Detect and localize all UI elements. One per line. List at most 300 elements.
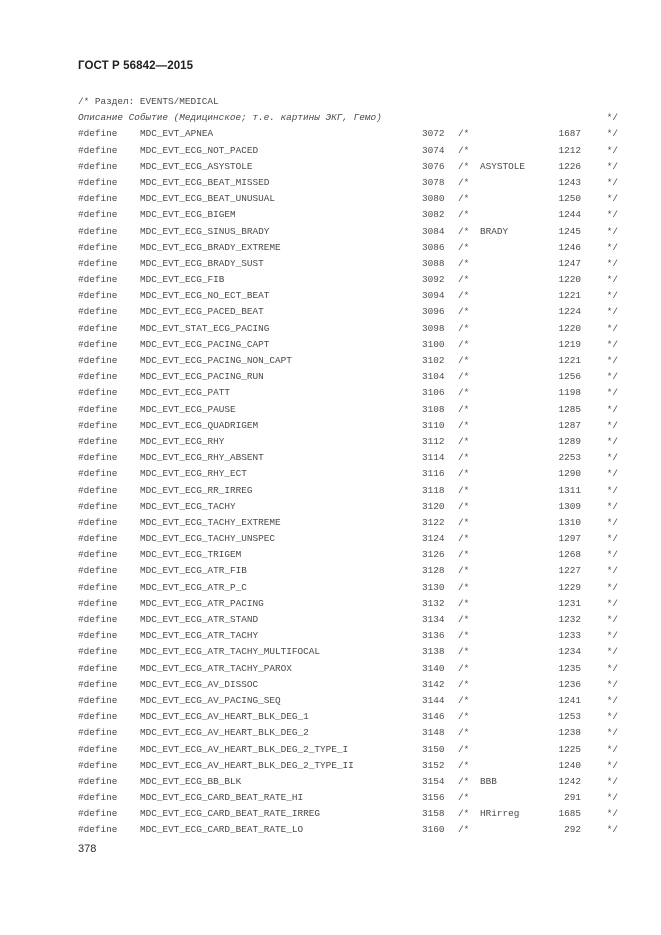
comment-close: */ [606, 646, 618, 658]
define-code: 3118 [422, 484, 445, 496]
comment-open: /* [458, 743, 470, 755]
define-code: 3116 [422, 468, 445, 480]
define-value: 1250 [558, 193, 581, 205]
define-row [78, 580, 618, 596]
comment-open: /* [458, 597, 470, 609]
comment-close: */ [606, 565, 618, 577]
define-row [78, 240, 618, 256]
define-keyword: #define [78, 306, 118, 318]
define-code: 3102 [422, 355, 445, 366]
define-value: 1246 [558, 241, 581, 253]
define-row [78, 515, 618, 531]
define-keyword: #define [78, 452, 118, 464]
define-code: 3108 [422, 403, 445, 415]
define-name: MDC_EVT_ECG_NO_ECT_BEAT [140, 290, 270, 302]
comment-close: */ [606, 403, 618, 415]
define-row [78, 434, 618, 450]
define-name: MDC_EVT_APNEA [140, 128, 214, 140]
define-keyword: #define [78, 225, 118, 237]
define-row [78, 499, 618, 515]
comment-open: /* [458, 468, 470, 480]
define-code: 3098 [422, 322, 445, 334]
define-value: 1229 [558, 581, 581, 593]
define-keyword: #define [78, 193, 118, 205]
define-value: 1235 [558, 662, 581, 674]
define-name: MDC_EVT_ECG_PATT [140, 387, 231, 399]
comment-open: /* [458, 808, 470, 820]
define-keyword: #define [78, 468, 118, 480]
define-value: 1247 [558, 257, 581, 269]
define-code: 3092 [422, 274, 445, 286]
comment-open: /* [458, 759, 470, 771]
define-row [78, 402, 618, 418]
comment-open: /* [458, 630, 470, 642]
define-name: MDC_EVT_ECG_FIB [140, 274, 225, 286]
define-code: 3080 [422, 193, 445, 205]
define-row [78, 126, 618, 142]
comment-open: /* [458, 662, 470, 674]
define-value: 1309 [558, 500, 581, 512]
define-code: 3110 [422, 419, 445, 431]
comment-open: /* [458, 678, 470, 690]
define-name: MDC_EVT_ECG_AV_PACING_SEQ [140, 694, 281, 706]
define-value: 292 [564, 824, 581, 836]
define-name: MDC_EVT_ECG_RHY_ABSENT [140, 452, 264, 464]
define-code: 3114 [422, 452, 445, 464]
define-value: 1290 [558, 468, 581, 480]
comment-close: */ [606, 225, 618, 237]
define-row [78, 288, 618, 304]
comment-close: */ [606, 452, 618, 464]
define-value: 1225 [558, 743, 581, 755]
define-name: MDC_EVT_ECG_TACHY_EXTREME [140, 516, 281, 528]
define-code: 3144 [422, 694, 445, 706]
define-keyword: #define [78, 549, 118, 561]
define-code: 3136 [422, 630, 445, 642]
define-value: 1231 [558, 597, 581, 609]
define-row [78, 547, 618, 563]
comment-close: */ [606, 500, 618, 512]
define-keyword: #define [78, 176, 118, 188]
define-name: MDC_EVT_ECG_ATR_TACHY_MULTIFOCAL [140, 646, 321, 658]
define-keyword: #define [78, 694, 118, 706]
define-value: 1289 [558, 435, 581, 447]
define-value: 1236 [558, 678, 581, 690]
comment-close: */ [606, 209, 618, 221]
comment-open: /* [458, 581, 470, 593]
comment-close: */ [606, 338, 618, 350]
define-code: 3112 [422, 435, 445, 447]
comment-close: */ [606, 597, 618, 609]
comment-close: */ [606, 371, 618, 383]
define-name: MDC_EVT_ECG_CARD_BEAT_RATE_HI [140, 792, 304, 804]
comment-close: */ [606, 128, 618, 140]
define-code: 3134 [422, 614, 445, 625]
define-code: 3094 [422, 290, 445, 302]
comment-close: */ [606, 144, 618, 156]
comment-close: */ [606, 694, 618, 706]
comment-close: */ [606, 808, 618, 820]
comment-open: /* [458, 792, 470, 804]
define-row [78, 321, 618, 337]
comment-open: /* [458, 257, 470, 269]
define-row [78, 272, 618, 288]
comment-open: /* [458, 387, 470, 399]
define-value: 1687 [558, 128, 581, 140]
define-code: 3074 [422, 144, 445, 156]
define-keyword: #define [78, 646, 118, 658]
comment-open: /* [458, 694, 470, 706]
comment-open: /* [458, 225, 470, 237]
define-value: 1253 [558, 711, 581, 723]
define-name: MDC_EVT_ECG_AV_DISSOC [140, 678, 259, 690]
define-keyword: #define [78, 371, 118, 383]
comment-close: */ [606, 824, 618, 836]
define-value: 1226 [558, 160, 581, 172]
comment-open: /* [458, 614, 470, 625]
define-row [78, 224, 618, 240]
define-value: 1224 [558, 306, 581, 318]
define-name: MDC_EVT_ECG_PACED_BEAT [140, 306, 264, 318]
define-name: MDC_EVT_ECG_BIGEM [140, 209, 236, 221]
comment-open: /* [458, 290, 470, 302]
define-name: MDC_EVT_STAT_ECG_PACING [140, 322, 270, 334]
comment-open: /* [458, 241, 470, 253]
define-keyword: #define [78, 257, 118, 269]
define-row [78, 207, 618, 223]
define-code: 3104 [422, 371, 445, 383]
define-value: 1245 [558, 225, 581, 237]
define-code: 3150 [422, 743, 445, 755]
define-code: 3160 [422, 824, 445, 836]
comment-close: */ [606, 792, 618, 804]
comment-open: /* [458, 160, 470, 172]
define-keyword: #define [78, 403, 118, 415]
define-name: MDC_EVT_ECG_PACING_NON_CAPT [140, 355, 292, 366]
define-name: MDC_EVT_ECG_ASYSTOLE [140, 160, 253, 172]
comment-close: */ [606, 160, 618, 172]
section-description-line [78, 110, 618, 126]
define-row [78, 385, 618, 401]
define-value: 1227 [558, 565, 581, 577]
define-keyword: #define [78, 516, 118, 528]
define-keyword: #define [78, 775, 118, 787]
define-value: 1219 [558, 338, 581, 350]
comment-close: */ [606, 355, 618, 366]
comment-close: */ [606, 759, 618, 771]
define-keyword: #define [78, 274, 118, 286]
comment-close: */ [606, 257, 618, 269]
comment-close: */ [606, 193, 618, 205]
define-keyword: #define [78, 678, 118, 690]
define-name: MDC_EVT_ECG_RR_IRREG [140, 484, 253, 496]
define-row [78, 677, 618, 693]
comment-close: */ [606, 274, 618, 286]
document-header: ГОСТ Р 56842—2015 [78, 60, 194, 72]
comment-open: /* [458, 533, 470, 545]
comment-open: /* [458, 322, 470, 334]
comment-close: */ [606, 549, 618, 561]
define-value: 1256 [558, 371, 581, 383]
define-code: 3154 [422, 775, 445, 787]
define-code: 3072 [422, 128, 445, 140]
comment-close: */ [606, 516, 618, 528]
define-row [78, 175, 618, 191]
define-row [78, 806, 618, 822]
define-row [78, 337, 618, 353]
comment-close: */ [606, 112, 618, 124]
comment-close: */ [606, 241, 618, 253]
comment-open: /* [458, 711, 470, 723]
define-row [78, 774, 618, 790]
define-keyword: #define [78, 662, 118, 674]
comment-close: */ [606, 419, 618, 431]
define-value: 1243 [558, 176, 581, 188]
define-row [78, 450, 618, 466]
define-keyword: #define [78, 500, 118, 512]
page-number: 378 [78, 843, 97, 855]
define-code: 3088 [422, 257, 445, 269]
comment-open: /* [458, 435, 470, 447]
define-name: MDC_EVT_ECG_QUADRIGEM [140, 419, 259, 431]
define-value: 1232 [558, 614, 581, 625]
define-value: 1238 [558, 727, 581, 739]
comment-open: /* [458, 565, 470, 577]
comment-open: /* [458, 452, 470, 464]
define-row [78, 191, 618, 207]
define-code: 3082 [422, 209, 445, 221]
define-row [78, 661, 618, 677]
define-row [78, 644, 618, 660]
comment-open: /* [458, 144, 470, 156]
define-code: 3078 [422, 176, 445, 188]
comment-open: /* [458, 516, 470, 528]
define-value: 1233 [558, 630, 581, 642]
define-keyword: #define [78, 808, 118, 820]
define-row [78, 628, 618, 644]
define-value: 1242 [558, 775, 581, 787]
define-value: 2253 [558, 452, 581, 464]
define-row [78, 304, 618, 320]
define-name: MDC_EVT_ECG_ATR_TACHY_PAROX [140, 662, 292, 674]
comment-open: /* [458, 355, 470, 366]
code-listing [78, 94, 618, 839]
comment-open: /* [458, 824, 470, 836]
define-row [78, 466, 618, 482]
define-keyword: #define [78, 419, 118, 431]
comment-open: /* [458, 775, 470, 787]
define-code: 3156 [422, 792, 445, 804]
define-tag: BRADY [480, 225, 509, 237]
comment-close: */ [606, 322, 618, 334]
comment-close: */ [606, 662, 618, 674]
define-keyword: #define [78, 322, 118, 334]
comment-open: /* [458, 549, 470, 561]
define-keyword: #define [78, 209, 118, 221]
define-keyword: #define [78, 581, 118, 593]
define-keyword: #define [78, 597, 118, 609]
define-tag: BBB [480, 775, 497, 787]
define-code: 3130 [422, 581, 445, 593]
define-row [78, 353, 618, 369]
comment-open: /* [458, 727, 470, 739]
define-name: MDC_EVT_ECG_PACING_CAPT [140, 338, 270, 350]
comment-open: /* [458, 419, 470, 431]
define-code: 3128 [422, 565, 445, 577]
define-keyword: #define [78, 630, 118, 642]
define-value: 1285 [558, 403, 581, 415]
define-name: MDC_EVT_ECG_ATR_P_C [140, 581, 247, 593]
section-title: /* Раздел: EVENTS/MEDICAL [78, 96, 219, 107]
define-value: 1244 [558, 209, 581, 221]
define-keyword: #define [78, 128, 118, 140]
define-name: MDC_EVT_ECG_SINUS_BRADY [140, 225, 270, 237]
define-row [78, 758, 618, 774]
define-row [78, 563, 618, 579]
define-row [78, 483, 618, 499]
define-row [78, 143, 618, 159]
define-row [78, 612, 618, 628]
comment-close: */ [606, 484, 618, 496]
define-keyword: #define [78, 759, 118, 771]
define-value: 1198 [558, 387, 581, 399]
define-value: 1310 [558, 516, 581, 528]
define-name: MDC_EVT_ECG_CARD_BEAT_RATE_IRREG [140, 808, 321, 820]
define-row [78, 725, 618, 741]
define-keyword: #define [78, 533, 118, 545]
define-code: 3132 [422, 597, 445, 609]
define-value: 1221 [558, 355, 581, 366]
define-keyword: #define [78, 338, 118, 350]
define-row [78, 418, 618, 434]
define-code: 3146 [422, 711, 445, 723]
define-value: 1240 [558, 759, 581, 771]
define-name: MDC_EVT_ECG_TACHY [140, 500, 236, 512]
define-value: 1221 [558, 290, 581, 302]
define-keyword: #define [78, 355, 118, 366]
define-name: MDC_EVT_ECG_TRIGEM [140, 549, 242, 561]
define-name: MDC_EVT_ECG_BEAT_UNUSUAL [140, 193, 276, 205]
define-name: MDC_EVT_ECG_AV_HEART_BLK_DEG_2_TYPE_II [140, 759, 354, 771]
define-code: 3152 [422, 759, 445, 771]
define-name: MDC_EVT_ECG_PACING_RUN [140, 371, 264, 383]
define-value: 1212 [558, 144, 581, 156]
define-name: MDC_EVT_ECG_ATR_TACHY [140, 630, 259, 642]
define-code: 3086 [422, 241, 445, 253]
define-name: MDC_EVT_ECG_ATR_FIB [140, 565, 247, 577]
define-value: 1241 [558, 694, 581, 706]
comment-close: */ [606, 727, 618, 739]
define-row [78, 742, 618, 758]
comment-close: */ [606, 775, 618, 787]
comment-open: /* [458, 484, 470, 496]
define-keyword: #define [78, 614, 118, 625]
define-keyword: #define [78, 160, 118, 172]
comment-open: /* [458, 306, 470, 318]
comment-open: /* [458, 338, 470, 350]
comment-close: */ [606, 176, 618, 188]
define-row [78, 790, 618, 806]
define-code: 3122 [422, 516, 445, 528]
define-name: MDC_EVT_ECG_BRADY_EXTREME [140, 241, 281, 253]
comment-close: */ [606, 290, 618, 302]
define-code: 3126 [422, 549, 445, 561]
define-name: MDC_EVT_ECG_BB_BLK [140, 775, 242, 787]
define-keyword: #define [78, 290, 118, 302]
define-tag: HRirreg [480, 808, 520, 820]
define-value: 1234 [558, 646, 581, 658]
define-value: 1220 [558, 322, 581, 334]
define-name: MDC_EVT_ECG_TACHY_UNSPEC [140, 533, 276, 545]
define-code: 3124 [422, 533, 445, 545]
define-keyword: #define [78, 484, 118, 496]
define-name: MDC_EVT_ECG_CARD_BEAT_RATE_LO [140, 824, 304, 836]
define-keyword: #define [78, 743, 118, 755]
define-name: MDC_EVT_ECG_RHY_ECT [140, 468, 247, 480]
comment-close: */ [606, 678, 618, 690]
define-keyword: #define [78, 792, 118, 804]
comment-open: /* [458, 646, 470, 658]
define-name: MDC_EVT_ECG_AV_HEART_BLK_DEG_1 [140, 711, 309, 723]
section-description: Описание Событие (Медицинское; т.е. картины ЭКГ, Гемо) [78, 112, 382, 124]
define-name: MDC_EVT_ECG_AV_HEART_BLK_DEG_2_TYPE_I [140, 743, 349, 755]
comment-open: /* [458, 193, 470, 205]
comment-open: /* [458, 128, 470, 140]
define-row [78, 531, 618, 547]
comment-close: */ [606, 614, 618, 625]
define-code: 3138 [422, 646, 445, 658]
define-code: 3140 [422, 662, 445, 674]
define-row [78, 693, 618, 709]
define-value: 1311 [558, 484, 581, 496]
define-name: MDC_EVT_ECG_BEAT_MISSED [140, 176, 270, 188]
comment-open: /* [458, 500, 470, 512]
comment-close: */ [606, 435, 618, 447]
define-value: 291 [564, 792, 581, 804]
define-code: 3076 [422, 160, 445, 172]
comment-close: */ [606, 711, 618, 723]
define-code: 3142 [422, 678, 445, 690]
define-name: MDC_EVT_ECG_PAUSE [140, 403, 236, 415]
comment-open: /* [458, 274, 470, 286]
define-code: 3106 [422, 387, 445, 399]
define-keyword: #define [78, 241, 118, 253]
comment-close: */ [606, 387, 618, 399]
comment-close: */ [606, 533, 618, 545]
define-keyword: #define [78, 727, 118, 739]
define-row [78, 822, 618, 838]
define-value: 1287 [558, 419, 581, 431]
define-value: 1220 [558, 274, 581, 286]
define-name: MDC_EVT_ECG_RHY [140, 435, 225, 447]
comment-close: */ [606, 630, 618, 642]
define-code: 3120 [422, 500, 445, 512]
section-title-line [78, 94, 618, 110]
define-value: 1268 [558, 549, 581, 561]
comment-close: */ [606, 306, 618, 318]
define-keyword: #define [78, 144, 118, 156]
comment-open: /* [458, 371, 470, 383]
define-value: 1685 [558, 808, 581, 820]
comment-close: */ [606, 743, 618, 755]
define-keyword: #define [78, 565, 118, 577]
define-row [78, 159, 618, 175]
comment-close: */ [606, 468, 618, 480]
define-name: MDC_EVT_ECG_ATR_PACING [140, 597, 264, 609]
define-value: 1297 [558, 533, 581, 545]
define-keyword: #define [78, 387, 118, 399]
define-name: MDC_EVT_ECG_NOT_PACED [140, 144, 259, 156]
